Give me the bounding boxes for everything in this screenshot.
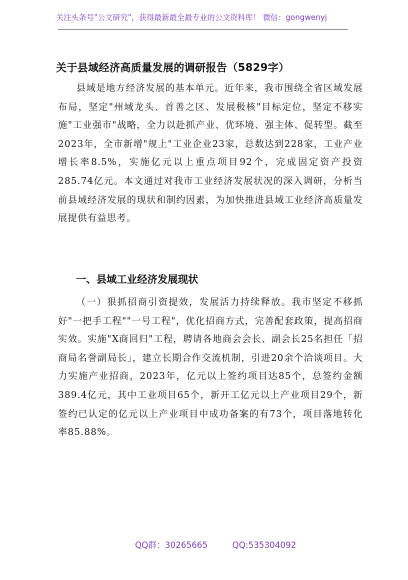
footer-qq: QQ:535304092 (232, 540, 297, 550)
intro-paragraph: 县域是地方经济发展的基本单元。近年来，我市围绕全省区域发展布局，坚定"州域龙头、首善之区、发展极核"目标定位，坚定不移实施"工业强市"战略，全力以赴抓产业、优环境、强主体、促转型。截至2023年，全市新增"规上"工业企业23家，总数达到228家，工业产业增长率8.5%，实施亿元以上重点项目92个，完成固定资产投资285.74亿元。本文通过对我市工业经济发展状况的深入调研，分析当前县域经济发展的现状和制约因素，为加快推进县域工业经济高质量发展提供有益思考。 (58, 83, 363, 225)
section-paragraph: （一）狠抓招商引资提效，发展活力持续释放。我市坚定不移抓好"一把手工程""一号工程"，优化招商方式，完善配套政策，提高招商实效。实施"X商回归"工程，聘请各地商会会长、副会长25名担任「招商局名誉副局长」，建立长期合作交流机制，引进20余个洽谈项目。大力实施产业招商，2023年，亿元以上签约项目达85个，总签约金额389.4亿元，其中工业项目65个，新开工亿元以上产业项目29个，新签约已认定的亿元以上产业项目中成功备案的有73个，项目落地转化率85.88%。 (58, 297, 363, 439)
footer-contact (135, 539, 296, 551)
header-divider (58, 29, 348, 30)
document-title: 关于县域经济高质量发展的调研报告（5829字） (56, 62, 290, 74)
header-promo-text: 关注头条号"公文研究"，获得最新最全最专业的公文资料库！ 微信：gongwenyj (56, 13, 328, 22)
section-heading: 一、县域工业经济发展现状 (76, 275, 199, 286)
footer-qq-group: QQ群：30265665 (135, 540, 208, 550)
